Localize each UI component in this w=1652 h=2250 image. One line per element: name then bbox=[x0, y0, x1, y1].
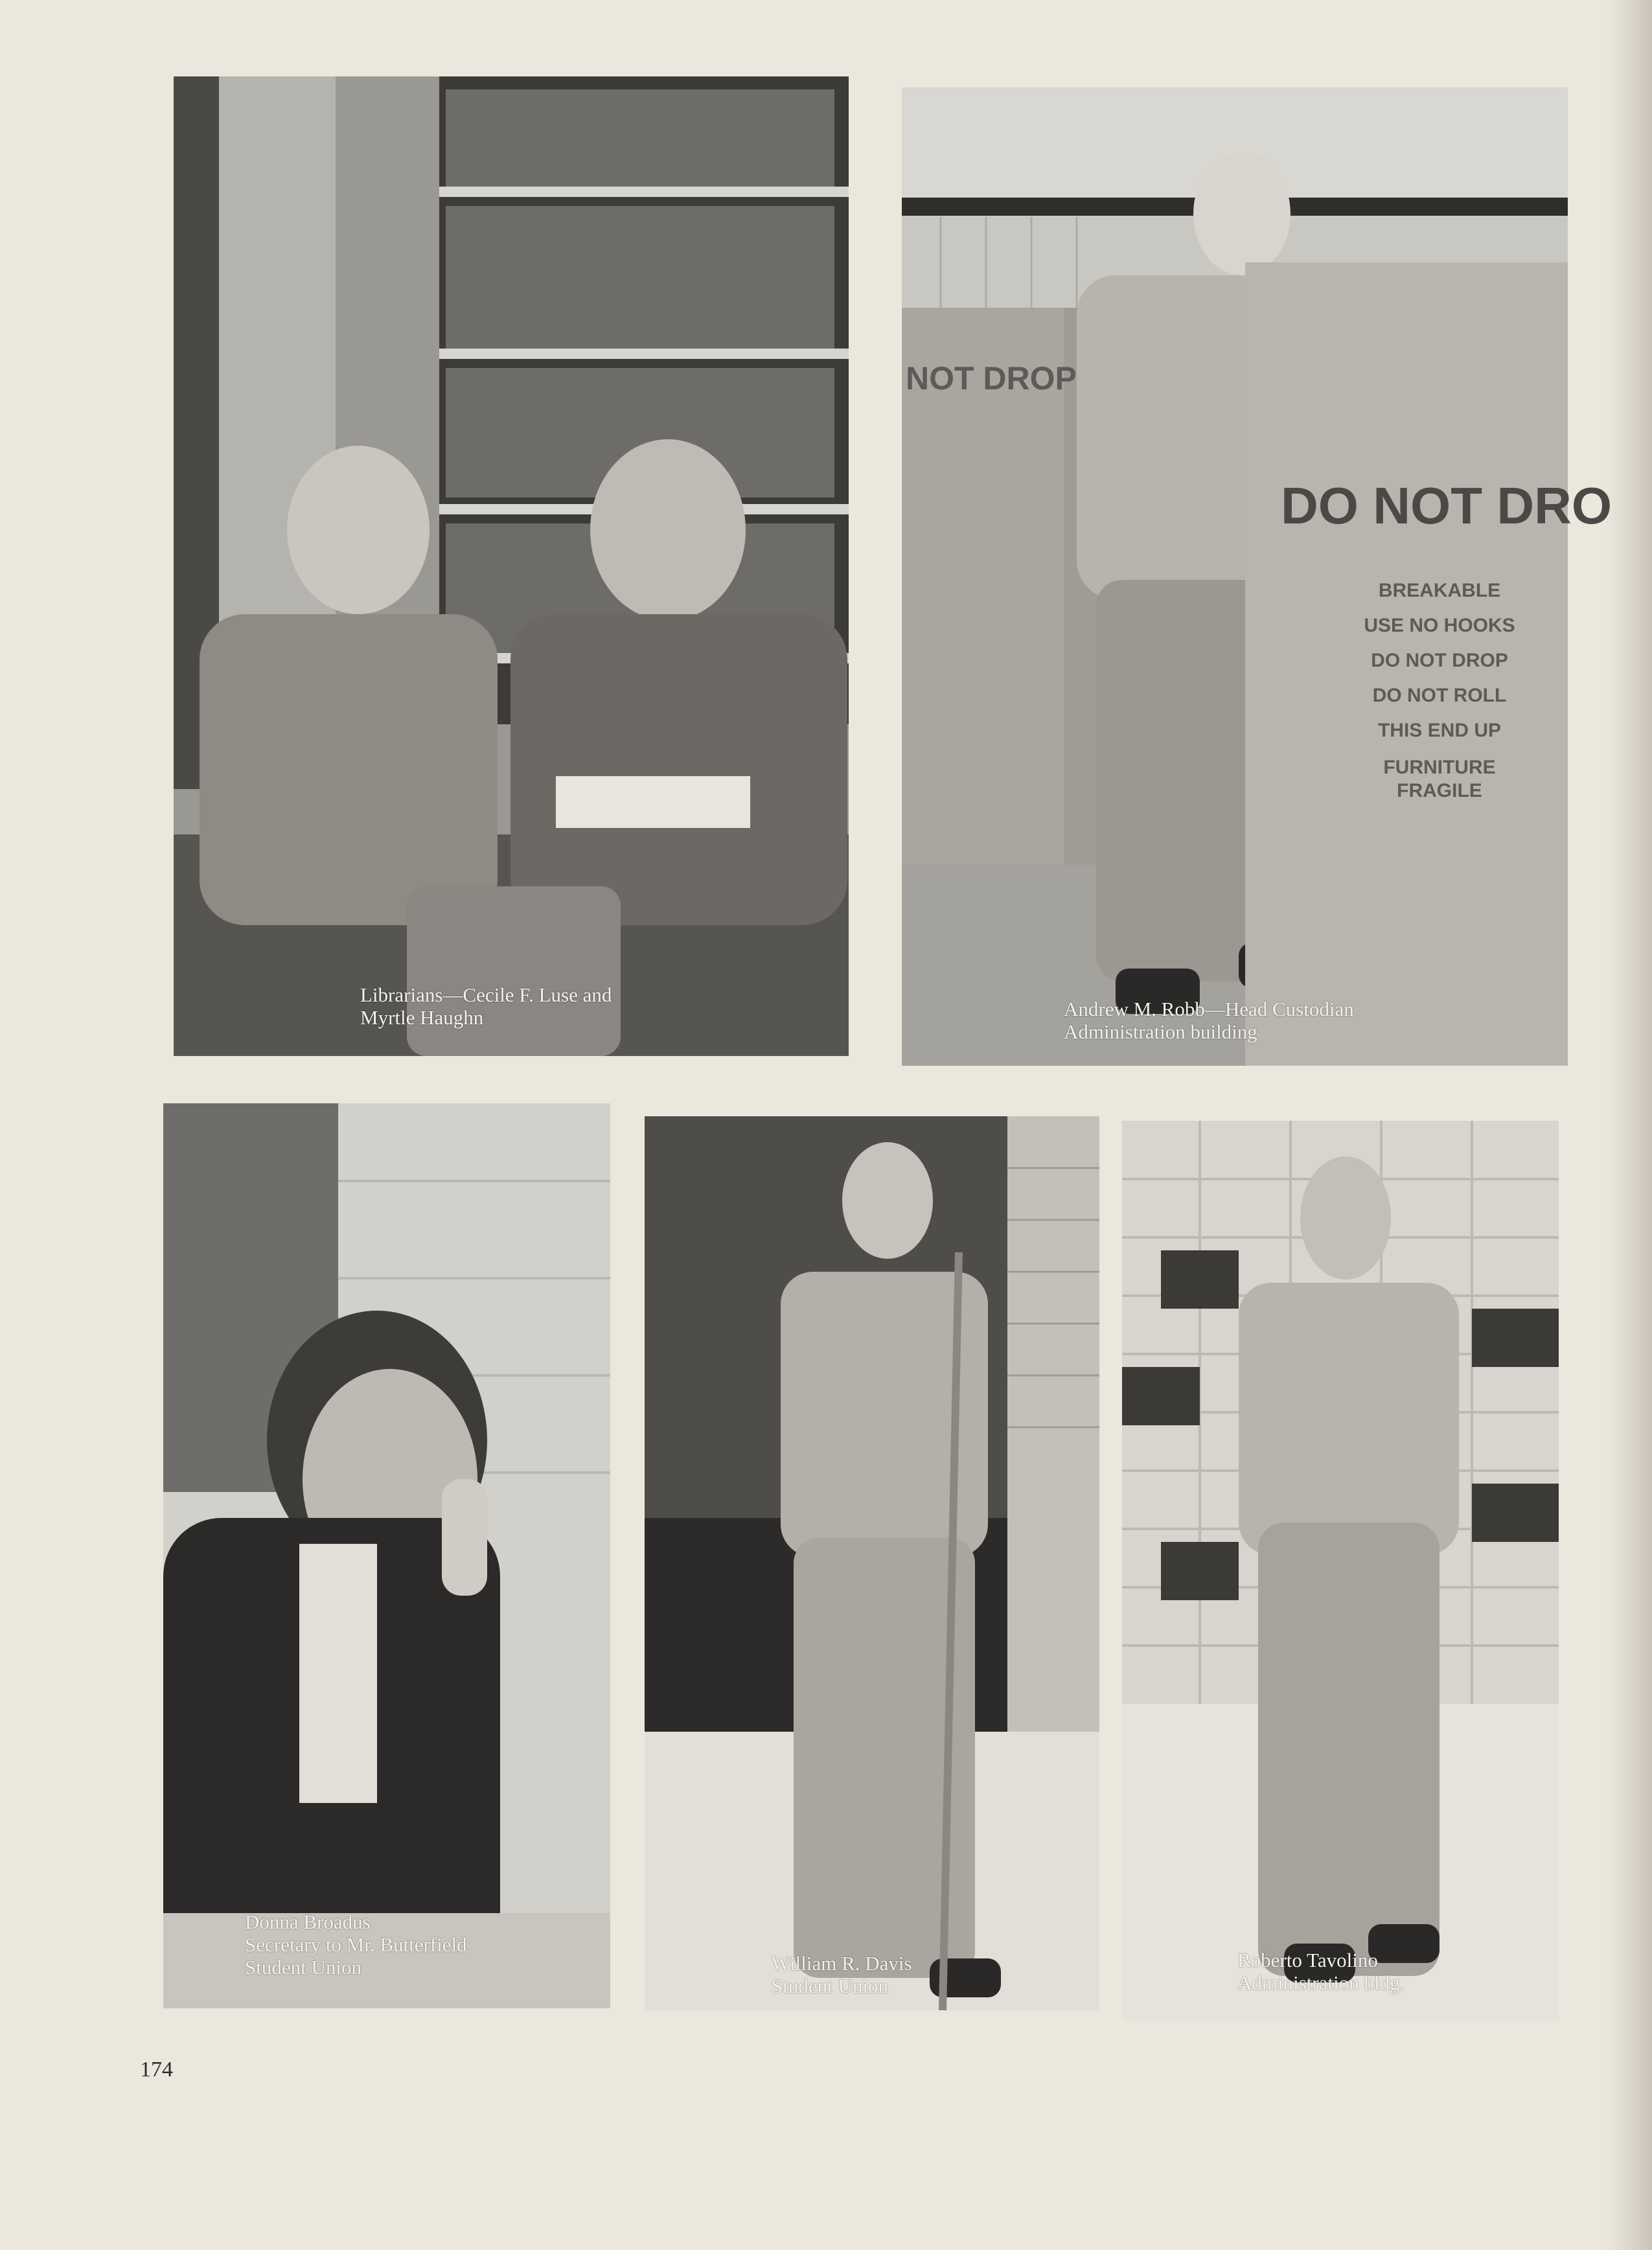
caption-line: Administration bldg. bbox=[1237, 1971, 1405, 1994]
photo-librarians bbox=[174, 76, 849, 1056]
admin-worker-scene bbox=[1122, 1121, 1559, 2021]
page-gutter-shadow bbox=[1607, 0, 1652, 2250]
caption-line: Secretary to Mr. Butterfield bbox=[245, 1933, 467, 1956]
caption-librarians bbox=[360, 983, 612, 1029]
secretary-scene bbox=[163, 1103, 610, 2008]
photo-admin-worker bbox=[1122, 1121, 1559, 2021]
caption-union-worker bbox=[772, 1952, 912, 1997]
box-label: USE NO HOOKS bbox=[1364, 615, 1515, 636]
photo-custodian bbox=[902, 87, 1612, 1066]
box-label: THIS END UP bbox=[1377, 720, 1502, 741]
caption-admin-worker bbox=[1237, 1949, 1405, 1994]
box-right-title: DO NOT DRO bbox=[1281, 477, 1612, 534]
caption-line: Student Union bbox=[245, 1956, 361, 1979]
caption-line: Administration building bbox=[1064, 1020, 1257, 1043]
photo-secretary bbox=[163, 1103, 610, 2008]
box-right-labels bbox=[1349, 573, 1530, 803]
caption-line: William R. Davis bbox=[772, 1952, 912, 1975]
caption-custodian bbox=[1064, 998, 1354, 1043]
caption-secretary bbox=[245, 1911, 467, 1979]
caption-line: Donna Broadus bbox=[245, 1911, 371, 1933]
photo-union-worker bbox=[645, 1116, 1099, 2010]
box-label: DO NOT ROLL bbox=[1372, 685, 1507, 706]
caption-line: Librarians—Cecile F. Luse and bbox=[360, 983, 612, 1006]
caption-line: Andrew M. Robb—Head Custodian bbox=[1064, 998, 1354, 1020]
box-label: DO NOT DROP bbox=[1371, 650, 1508, 671]
caption-line: Myrtle Haughn bbox=[360, 1006, 484, 1029]
caption-line: Student Union bbox=[772, 1975, 888, 1997]
box-label: BREAKABLE bbox=[1378, 580, 1501, 601]
box-left-label: NOT DROP bbox=[906, 360, 1077, 396]
librarians-scene bbox=[174, 76, 849, 1056]
caption-line: Roberto Tavolino bbox=[1237, 1949, 1378, 1971]
box-label: FRAGILE bbox=[1397, 780, 1482, 801]
page-number: 174 bbox=[140, 2058, 173, 2082]
union-worker-scene bbox=[645, 1116, 1099, 2010]
box-label: FURNITURE bbox=[1383, 757, 1496, 778]
